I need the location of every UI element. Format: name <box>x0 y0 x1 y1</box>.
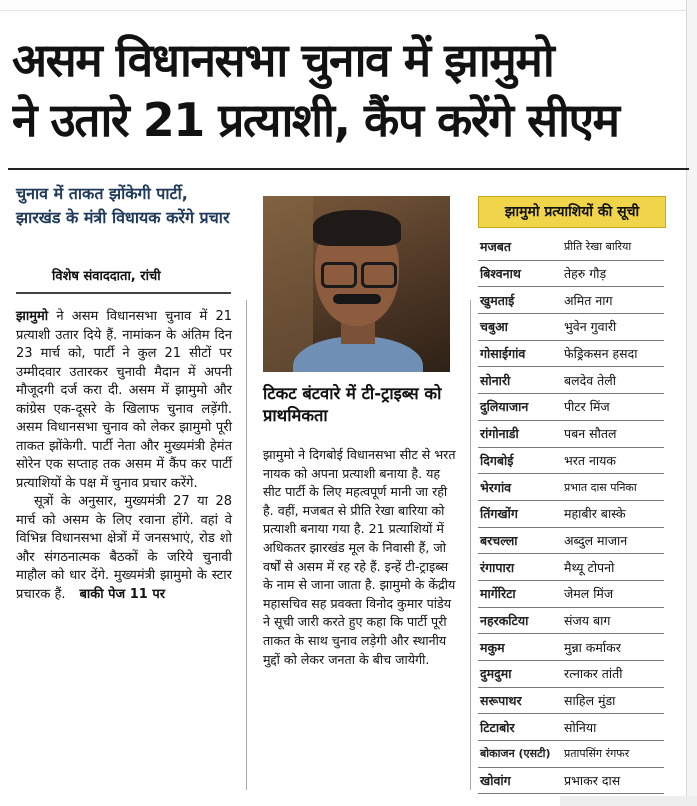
table-row <box>478 741 664 768</box>
seat-name: भेरगांव <box>478 474 562 501</box>
candidate-table <box>478 234 664 794</box>
seat-name: बोकाजन (एसटी) <box>478 741 562 768</box>
seat-name: मजबत <box>478 234 562 260</box>
candidate-name: फेड्रिकसन हसदा <box>562 340 664 367</box>
candidate-name: रत्नाकर तांती <box>562 661 664 688</box>
headline-line-2: ने उतारे 21 प्रत्याशी, कैंप करेंगे सीएम <box>12 93 619 147</box>
candidate-name: भुवेन गुवारी <box>562 314 664 341</box>
candidate-name: महाबीर बास्के <box>562 500 664 527</box>
page-top-edge <box>0 0 697 11</box>
table-row <box>478 447 664 474</box>
candidate-name: पबन सौतल <box>562 420 664 447</box>
paragraph-1: ने असम विधानसभा चुनाव में 21 प्रत्याशी उतार दिये हैं. नामांकन के अंतिम दिन 23 मार्च को, पार्टी ने कुल 21 सीटों पर उम्मीदवार उतारकर चुनावी मैदान में अपनी मौजूदगी दर्ज करा दी. असम में झामुमो और कांग्रेस एक-दूसरे के खिलाफ चुनाव लड़ेंगी. असम विधानसभा चुनाव को लेकर झामुमो पूरी ताकत झोंकेगी. पार्टी नेता और मुख्यमंत्री हेमंत सोरेन एक सप्ताह तक असम में कैंप कर पार्टी प्रत्याशियों के पक्ष में चुनाव प्रचार करेंगे. <box>16 309 232 491</box>
middle-paragraph: झामुमो ने दिगबोई विधानसभा सीट से भरत नायक को अपना प्रत्याशी बनाया है. यह सीट पार्टी के लिए महत्वपूर्ण मानी जा रही है. वहीं, मजबत से प्रीति रेखा बारिया को प्रत्याशी बनाया गया है. 21 प्रत्याशियों में अधिकतर झारखंड मूल के निवासी हैं, जो वर्षों से असम में रह रहे हैं. इन्हें टी-ट्राइब्स के नाम से जाना जाता है. झामुमो के केंद्रीय महासचिव सह प्रवक्ता विनोद कुमार पांडेय ने सूची जारी करते हुए कहा कि पार्टी पूरी ताकत के साथ चुनाव लड़ेगी और स्थानीय मुद्दों को लेकर जनता के बीच जायेगी. <box>263 447 456 667</box>
table-row <box>478 394 664 421</box>
seat-name: रांगोनाडी <box>478 420 562 447</box>
page-bottom-edge <box>560 796 697 806</box>
scrollbar[interactable] <box>686 0 697 806</box>
seat-name: सरूपाथर <box>478 687 562 714</box>
headline-rule <box>8 168 689 170</box>
seat-name: खोवांग <box>478 767 562 794</box>
table-row <box>478 714 664 741</box>
seat-name: तिंगखोंग <box>478 500 562 527</box>
candidate-name: बलदेव तेली <box>562 367 664 394</box>
table-row <box>478 527 664 554</box>
middle-article-column <box>263 446 461 669</box>
candidate-name: साहिल मुंडा <box>562 687 664 714</box>
seat-name: गोसाईगांव <box>478 340 562 367</box>
table-row <box>478 554 664 581</box>
candidate-name: प्रभाकर दास <box>562 767 664 794</box>
seat-name: रंगापारा <box>478 554 562 581</box>
photo-mustache <box>333 294 381 304</box>
table-row <box>478 661 664 688</box>
candidate-name: प्रतापसिंग रंगफर <box>562 741 664 768</box>
subheadline: चुनाव में ताकत झोंकेगी पार्टी, झारखंड के मंत्री विधायक करेंगे प्रचार <box>16 184 230 227</box>
table-row <box>478 234 664 260</box>
candidate-name: सोनिया <box>562 714 664 741</box>
table-row <box>478 420 664 447</box>
seat-name: टिटाबोर <box>478 714 562 741</box>
photo-glasses-left <box>321 262 357 288</box>
table-row <box>478 474 664 501</box>
table-row <box>478 260 664 287</box>
candidate-name: प्रीति रेखा बारिया <box>562 234 664 260</box>
candidate-list-title: झामुमो प्रत्याशियों की सूची <box>478 196 666 228</box>
table-row <box>478 607 664 634</box>
candidate-name: अमित नाग <box>562 287 664 314</box>
table-row <box>478 580 664 607</box>
table-row <box>478 687 664 714</box>
middle-heading: टिकट बंटवारे में टी-ट्राइब्स को प्राथमिकता <box>263 384 442 425</box>
seat-name: खुमताई <box>478 287 562 314</box>
photo-wall-pattern <box>263 196 313 372</box>
table-row <box>478 287 664 314</box>
seat-name: चबुआ <box>478 314 562 341</box>
seat-name: मकुम <box>478 634 562 661</box>
seat-name: मार्गेरिटा <box>478 580 562 607</box>
photo-hair <box>313 210 401 246</box>
candidate-name: तेहरु गौड़ <box>562 260 664 287</box>
left-article-column <box>16 308 232 604</box>
candidate-name: पीटर मिंज <box>562 394 664 421</box>
table-row <box>478 340 664 367</box>
candidate-name: भरत नायक <box>562 447 664 474</box>
cm-photo <box>263 196 450 372</box>
column-divider <box>470 300 471 790</box>
paragraph-2: सूत्रों के अनुसार, मुख्यमंत्री 27 या 28 मार्च को असम के लिए रवाना होंगे. वहां वे विभिन्न विधानसभा क्षेत्रों में जनसभाएं, रोड शो और संगठनात्मक बैठकों के जरिये चुनावी माहौल को धार देंगे. मुख्यमंत्री झामुमो के स्टार प्रचारक हैं. <box>16 494 232 602</box>
lead-word: झामुमो <box>16 309 49 324</box>
seat-name: दुमदुमा <box>478 661 562 688</box>
candidate-name: मुन्ना कर्माकर <box>562 634 664 661</box>
seat-name: दुलियाजान <box>478 394 562 421</box>
candidate-name: संजय बाग <box>562 607 664 634</box>
seat-name: बरचल्ला <box>478 527 562 554</box>
table-row <box>478 634 664 661</box>
byline: विशेष संवाददाता, रांची <box>52 269 161 284</box>
table-row <box>478 367 664 394</box>
table-row <box>478 767 664 794</box>
headline <box>12 30 687 150</box>
seat-name: दिगबोई <box>478 447 562 474</box>
candidate-name: प्रभात दास पनिका <box>562 474 664 501</box>
column-divider <box>246 300 247 790</box>
candidate-name: जेमल मिंज <box>562 580 664 607</box>
candidate-name: मैथ्यू टोपनो <box>562 554 664 581</box>
table-row <box>478 500 664 527</box>
headline-line-1: असम विधानसभा चुनाव में झामुमो <box>12 33 554 87</box>
photo-glasses-right <box>361 262 397 288</box>
candidate-name: अब्दुल माजान <box>562 527 664 554</box>
seat-name: नहरकटिया <box>478 607 562 634</box>
table-row <box>478 314 664 341</box>
seat-name: बिश्वनाथ <box>478 260 562 287</box>
seat-name: सोनारी <box>478 367 562 394</box>
jump-line: बाकी पेज 11 पर <box>79 586 166 602</box>
byline-divider <box>16 292 231 294</box>
